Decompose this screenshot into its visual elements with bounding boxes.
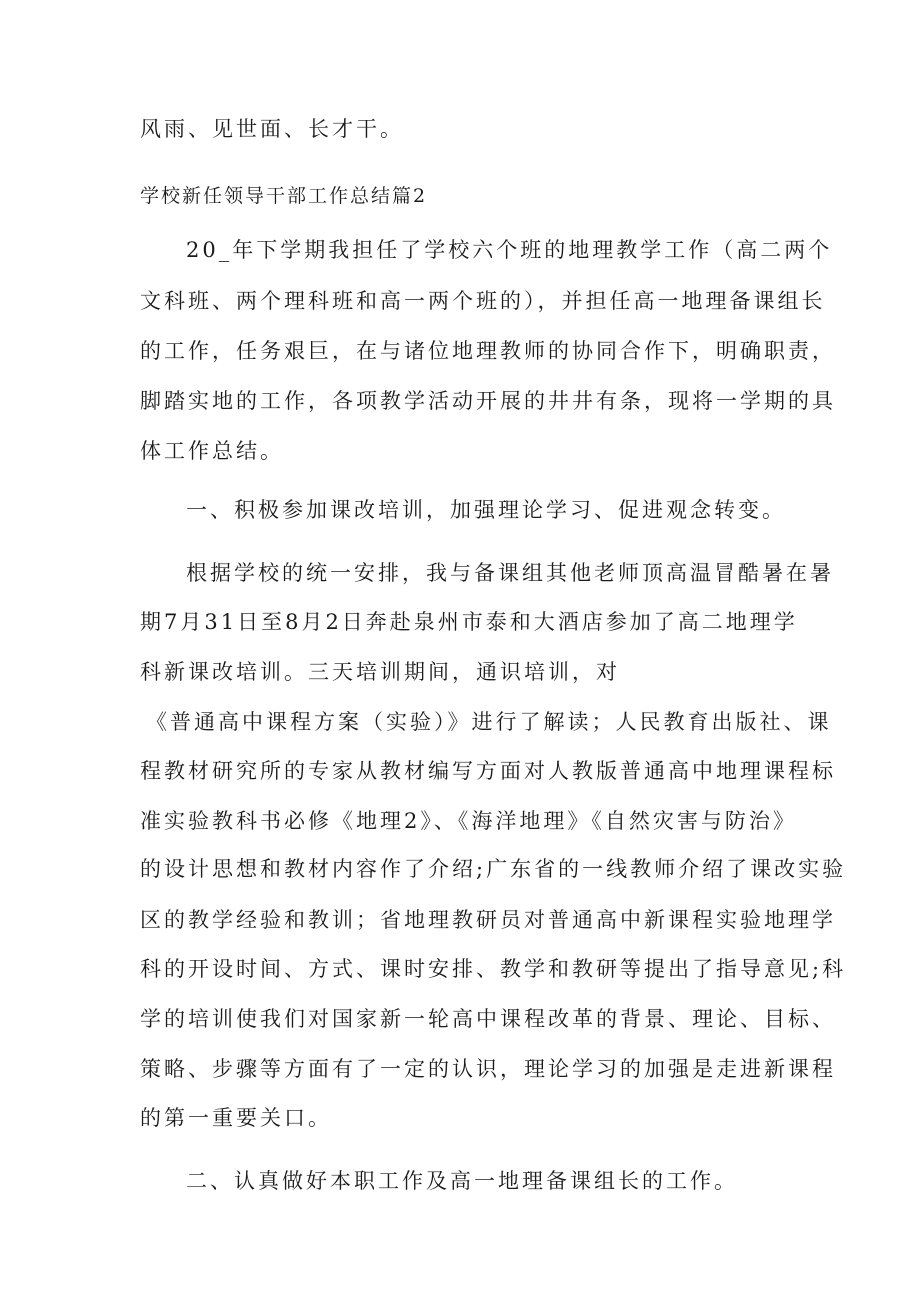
paragraph-line: 策略、步骤等方面有了一定的认识，理论学习的加强是走进新课程	[140, 1057, 836, 1081]
paragraph-line: 学的培训使我们对国家新一轮高中课程改革的背景、理论、目标、	[140, 1007, 836, 1031]
paragraph-line: 根据学校的统一安排，我与备课组其他老师顶高温冒酷暑在暑	[186, 561, 834, 585]
paragraph-line: 的工作，任务艰巨，在与诸位地理教师的协同合作下，明确职责，	[140, 339, 836, 363]
paragraph-line: 的第一重要关口。	[140, 1106, 332, 1130]
paragraph-line: 程教材研究所的专家从教材编写方面对人教版普通高中地理课程标	[140, 759, 836, 783]
section-title: 学校新任领导干部工作总结篇2	[140, 185, 428, 207]
paragraph-line: 准实验教科书必修《地理2》、《海洋地理》《自然灾害与防治》	[140, 809, 797, 833]
text-line: 风雨、见世面、长才干。	[140, 117, 404, 141]
paragraph-line: 《普通高中课程方案（实验）》进行了解读；人民教育出版社、课	[146, 710, 832, 734]
paragraph-line: 文科班、两个理科班和高一两个班的），并担任高一地理备课组长	[140, 289, 826, 313]
paragraph-line: 20_年下学期我担任了学校六个班的地理教学工作（高二两个	[186, 238, 833, 262]
paragraph-line: 区的教学经验和教训；省地理教研员对普通高中新课程实验地理学	[140, 908, 836, 932]
section-heading: 一、积极参加课改培训，加强理论学习、促进观念转变。	[186, 498, 786, 522]
paragraph-line: 体工作总结。	[140, 439, 284, 463]
paragraph-line: 期7月31日至8月2日奔赴泉州市泰和大酒店参加了高二地理学	[140, 610, 798, 634]
paragraph-line: 的设计思想和教材内容作了介绍;广东省的一线教师介绍了课改实验	[140, 857, 847, 881]
paragraph-line: 科新课改培训。三天培训期间，通识培训，对	[140, 660, 620, 684]
paragraph-line: 科的开设时间、方式、课时安排、教学和教研等提出了指导意见;科	[140, 957, 847, 981]
section-heading: 二、认真做好本职工作及高一地理备课组长的工作。	[186, 1169, 738, 1193]
paragraph-line: 脚踏实地的工作，各项教学活动开展的井井有条，现将一学期的具	[140, 389, 836, 413]
